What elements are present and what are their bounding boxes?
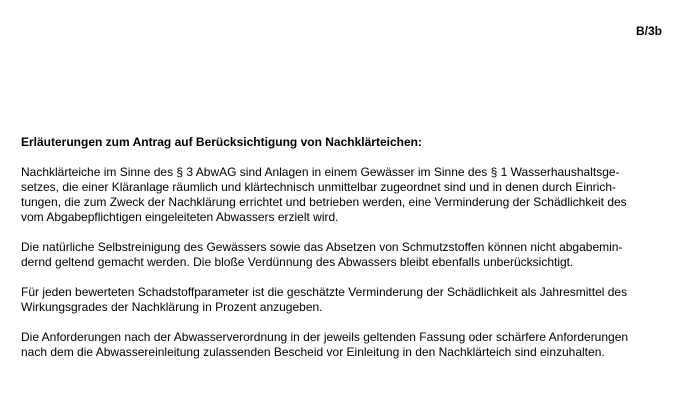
paragraph-self-purification xyxy=(21,240,673,270)
document-body xyxy=(21,135,673,375)
paragraph-pollutant-parameters xyxy=(21,285,673,315)
text-line: dernd geltend gemacht werden. Die bloße Verdünnung des Abwassers bleibt ebenfalls unberücksichtigt. xyxy=(21,255,574,269)
paragraph-definition xyxy=(21,165,673,225)
text-line: vom Abgabepflichtigen eingeleiteten Abwassers erzielt wird. xyxy=(21,210,339,224)
text-line: Wirkungsgrades der Nachklärung in Prozent anzugeben. xyxy=(21,300,323,314)
text-line: Die natürliche Selbstreinigung des Gewässers sowie das Absetzen von Schmutzstoffen können nicht abgabemin- xyxy=(21,240,623,254)
text-line: Für jeden bewerteten Schadstoffparameter ist die geschätzte Verminderung der Schädlichkeit als Jahresmittel des xyxy=(21,285,628,299)
text-line: Die Anforderungen nach der Abwasserverordnung in der jeweils geltenden Fassung oder schärfere Anforderungen xyxy=(21,330,629,344)
text-line: Nachklärteiche im Sinne des § 3 AbwAG sind Anlagen in einem Gewässer im Sinne des § 1 Wasserhaushaltsge- xyxy=(21,165,620,179)
text-line: setzes, die einer Kläranlage räumlich und klärtechnisch unmittelbar zugeordnet sind und in denen durch Einrich- xyxy=(21,180,617,194)
paragraph-requirements xyxy=(21,330,673,360)
text-line: tungen, die zum Zweck der Nachklärung errichtet und betrieben werden, eine Verminderung der Schädlichkeit des xyxy=(21,195,627,209)
section-heading: Erläuterungen zum Antrag auf Berücksichtigung von Nachklärteichen: xyxy=(21,135,422,149)
page-reference: B/3b xyxy=(635,24,662,38)
text-line: nach dem die Abwassereinleitung zulassenden Bescheid vor Einleitung in den Nachklärteich sind einzuhalten. xyxy=(21,345,605,359)
